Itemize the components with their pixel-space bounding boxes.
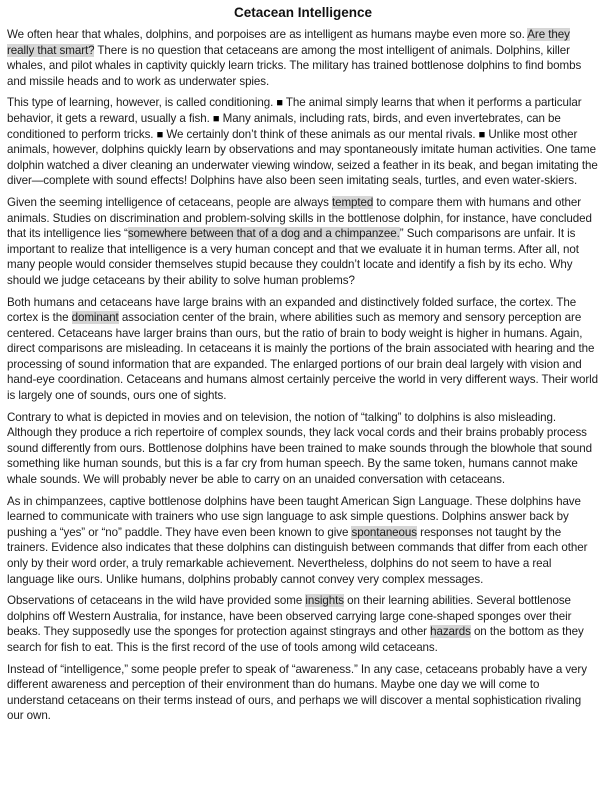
passage-text: Given the seeming intelligence of cetaceans, people are always bbox=[7, 195, 332, 209]
passage-text: Observations of cetaceans in the wild have provided some bbox=[7, 594, 306, 608]
passage-text: on the bottom as they search for fish to eat. This is the first record of the use of tools among wild cetaceans. bbox=[7, 625, 584, 654]
paragraph bbox=[7, 95, 599, 189]
passage-text: association center of the brain, where abilities such as memory and sensory perception are centered. Cetaceans have larger brains than ours, but the ratio of brain to body weight is higher in humans. Again, direct comparisons are misleading. In cetaceans it is mainly the portions of the brain associated with hearing and the processing of sound information that are expanded. The enlarged portions of our brain deal largely with vision and hand-eye coordination. Cetaceans and humans almost certainly perceive the world in very different ways. Their world is largely one of sounds, ours one of sights. bbox=[7, 311, 598, 403]
paragraph bbox=[7, 494, 599, 588]
insertion-marker-icon[interactable]: ■ bbox=[276, 97, 283, 110]
paragraph bbox=[7, 295, 599, 404]
paragraph bbox=[7, 662, 599, 724]
highlighted-phrase: hazards bbox=[430, 625, 471, 639]
paragraph bbox=[7, 195, 599, 289]
passage-text: to compare them with humans and other animals. Studies on discrimination and problem-solving skills in the bottlenose dolphin, for instance, have concluded that its intelligence lies “ bbox=[7, 195, 592, 241]
passage-text: This type of learning, however, is called conditioning. bbox=[7, 96, 277, 110]
passage-text: There is no question that cetaceans are among the most intelligent of animals. Dolphins, killer whales, and pilot whales in captivity quickly learn tricks. The military has trained bottlenose dolphins to find bombs and missile heads and to work as underwater spies. bbox=[7, 43, 582, 88]
paragraph bbox=[7, 593, 599, 655]
insertion-marker-icon[interactable]: ■ bbox=[212, 112, 220, 125]
highlighted-phrase: insights bbox=[305, 594, 345, 608]
passage-text: The animal simply learns that when it performs a particular behavior, it gets a reward, usually a fish. bbox=[7, 96, 582, 125]
highlighted-phrase: Are they really that smart? bbox=[7, 28, 570, 57]
insertion-marker-icon[interactable]: ■ bbox=[156, 128, 164, 141]
passage-text: We often hear that whales, dolphins, and porpoises are as intelligent as humans maybe even more so. bbox=[7, 28, 528, 41]
passage-body bbox=[7, 27, 599, 724]
paragraph bbox=[7, 410, 599, 488]
passage-text: on their learning abilities. Several bottlenose dolphins off Western Australia, for instance, have been observed carrying large cone-shaped sponges over their beaks. They supposedly use the sponges for protection against stingrays and other bbox=[7, 594, 572, 639]
passage-text: Instead of “intelligence,” some people prefer to speak of “awareness.” In any case, cetaceans probably have a very different awareness and perception of their environment than do humans. Maybe one day we will come to understand cetaceans on their terms instead of ours, and perhaps we will discover a mental sophistication rivaling our own. bbox=[7, 662, 587, 723]
highlighted-phrase: somewhere between that of a dog and a chimpanzee. bbox=[127, 227, 400, 241]
passage-text: ” Such comparisons are unfair. It is important to realize that intelligence is a very human concept and that we evaluate it in human terms. After all, not many people would consider themselves stupid because they couldn’t locate and identify a fish by its echo. Why should we judge cetaceans by their ability to solve human problems? bbox=[7, 227, 579, 287]
highlighted-phrase: tempted bbox=[331, 195, 374, 209]
passage-text: Both humans and cetaceans have large brains with an expanded and distinctively folded surface, the cortex. The cortex is the bbox=[7, 295, 577, 325]
passage-text: Contrary to what is depicted in movies and on television, the notion of “talking” to dolphins is also misleading. Although they produce a rich repertoire of complex sounds, they lack vocal cords and their brains probably process sound differently from ours. Bottlenose dolphins have been trained to make sounds through the blowhole that sound something like human sounds, but this is a far cry from human speech. By the same token, humans cannot make whale sounds. We will probably never be able to carry on an unaided conversation with cetaceans. bbox=[7, 410, 592, 487]
passage-text: As in chimpanzees, captive bottlenose dolphins have been taught American Sign Language. These dolphins have learned to communicate with trainers who use sign language to ask simple questions. Dolphins answer back by pushing a “yes” or “no” paddle. They have even been known to give bbox=[7, 494, 581, 539]
passage-text: Unlike most other animals, however, dolphins quickly learn by observations and may spontaneously imitate human activities. One tame dolphin watched a diver cleaning an underwater viewing window, seized a feather in its beak, and began imitating the diver—complete with sound effects! Dolphins have also been seen imitating seals, turtles, and even water-skiers. bbox=[7, 127, 598, 188]
highlighted-phrase: spontaneous bbox=[351, 525, 418, 539]
highlighted-phrase: dominant bbox=[71, 311, 119, 325]
passage-text: responses not taught by the trainers. Evidence also indicates that these dolphins can distinguish between commands that differ from each other only by their word order, a truly remarkable achievement. Nevertheless, dolphins do not seem to have a real language like ours. Unlike humans, dolphins probably cannot convey very complex messages. bbox=[7, 525, 588, 586]
passage-text: Many animals, including rats, birds, and even invertebrates, can be conditioned to perform tricks. bbox=[7, 111, 561, 141]
paragraph bbox=[7, 27, 599, 89]
insertion-marker-icon[interactable]: ■ bbox=[478, 128, 486, 141]
page-title: Cetacean Intelligence bbox=[233, 5, 373, 20]
passage-text: We certainly don’t think of these animals as our mental rivals. bbox=[163, 127, 479, 141]
